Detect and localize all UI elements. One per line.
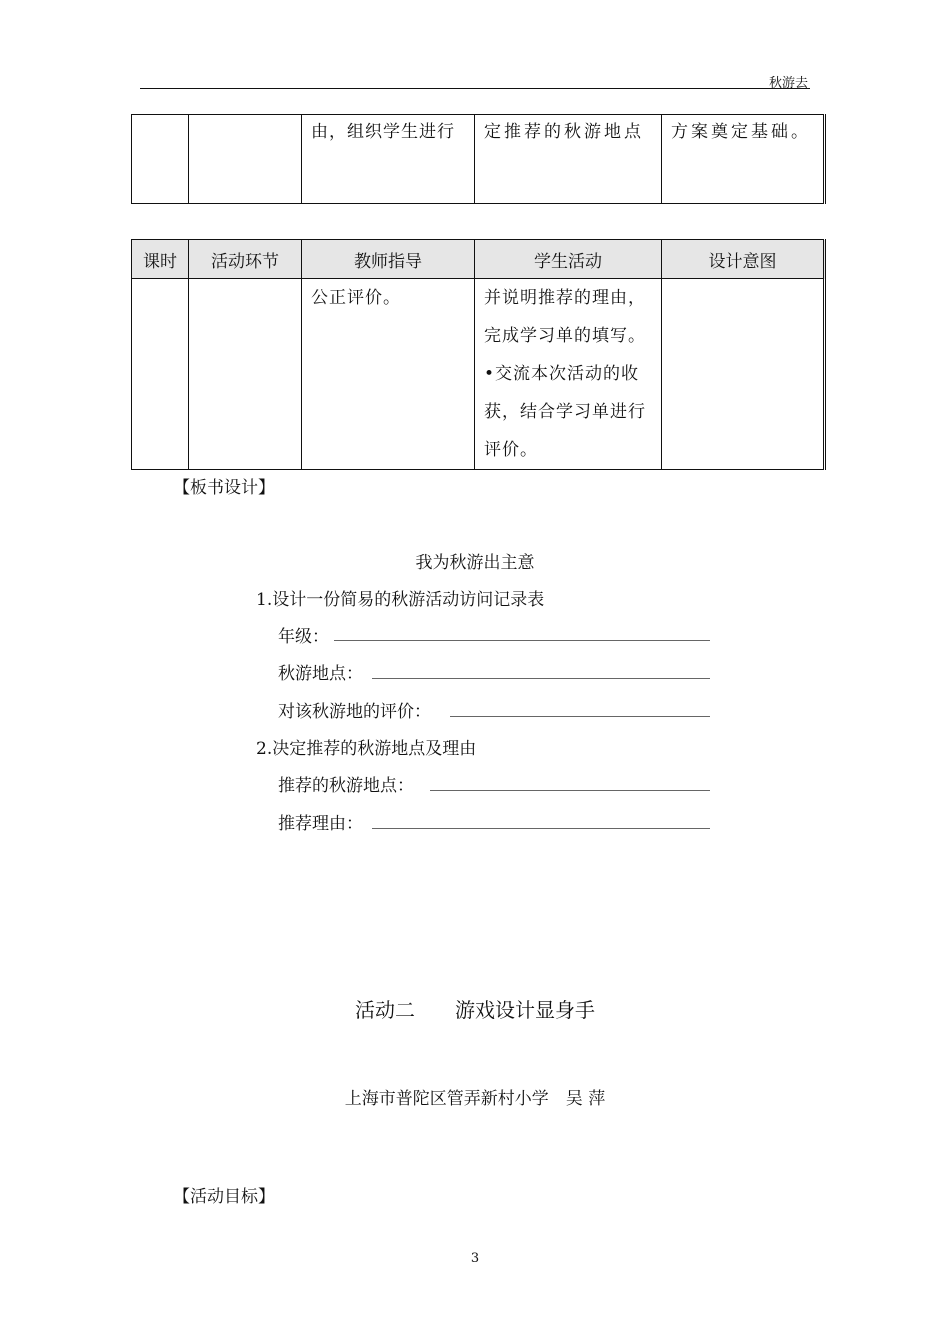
table-cell	[132, 115, 189, 204]
page-number: 3	[470, 1251, 480, 1266]
running-header-title: 秋游去	[768, 76, 808, 91]
student-activity-line: 获，结合学习单进行	[484, 402, 646, 422]
teacher-guidance-cell	[302, 279, 475, 470]
column-header: 设计意图	[662, 240, 825, 279]
table-header-row	[132, 240, 825, 279]
table-cell: 方案奠定基础。	[662, 115, 825, 204]
activity-2-title: 活动二 游戏设计显身手	[355, 998, 595, 1022]
student-activity-line: 评价。	[484, 440, 538, 460]
recommendation-reason-label: 推荐理由：	[278, 814, 363, 834]
table-cell: 由，组织学生进行	[302, 115, 475, 204]
table-cell: 定推荐的秋游地点	[475, 115, 662, 204]
table-cell	[189, 115, 302, 204]
teacher-guidance-text: 公正评价。	[311, 288, 401, 308]
column-header: 教师指导	[302, 240, 475, 279]
board-design-title: 我为秋游出主意	[415, 553, 535, 573]
student-activity-cell	[475, 279, 662, 470]
place-label: 秋游地点：	[278, 664, 363, 684]
grade-label: 年级：	[278, 627, 329, 647]
table-cell	[132, 279, 189, 470]
column-header: 课时	[132, 240, 189, 279]
table-row	[132, 279, 825, 470]
grade-blank-line	[334, 640, 710, 641]
design-intent-cell	[662, 279, 825, 470]
recommended-place-blank-line	[430, 790, 710, 791]
evaluation-blank-line	[450, 716, 710, 717]
student-activity-line: 并说明推荐的理由，	[484, 288, 646, 308]
activity-2-author: 上海市普陀区管弄新村小学 吴 萍	[344, 1089, 606, 1109]
recommendation-reason-blank-line	[372, 828, 710, 829]
lesson-table	[131, 239, 826, 470]
evaluation-label: 对该秋游地的评价：	[278, 702, 431, 722]
table-cell	[189, 279, 302, 470]
column-header: 活动环节	[189, 240, 302, 279]
form-item-2: 2.决定推荐的秋游地点及理由	[256, 739, 477, 759]
recommended-place-label: 推荐的秋游地点：	[278, 776, 414, 796]
header-rule	[140, 88, 810, 89]
activity-goals-heading: 【活动目标】	[173, 1187, 275, 1207]
form-item-1: 1.设计一份简易的秋游活动访问记录表	[256, 590, 545, 610]
place-blank-line	[372, 678, 710, 679]
column-header: 学生活动	[475, 240, 662, 279]
student-activity-line: 完成学习单的填写。	[484, 326, 646, 346]
table-row	[132, 115, 825, 204]
board-design-heading: 【板书设计】	[173, 478, 275, 498]
student-activity-line: •交流本次活动的收	[484, 364, 640, 384]
lesson-table-continued	[131, 114, 826, 204]
